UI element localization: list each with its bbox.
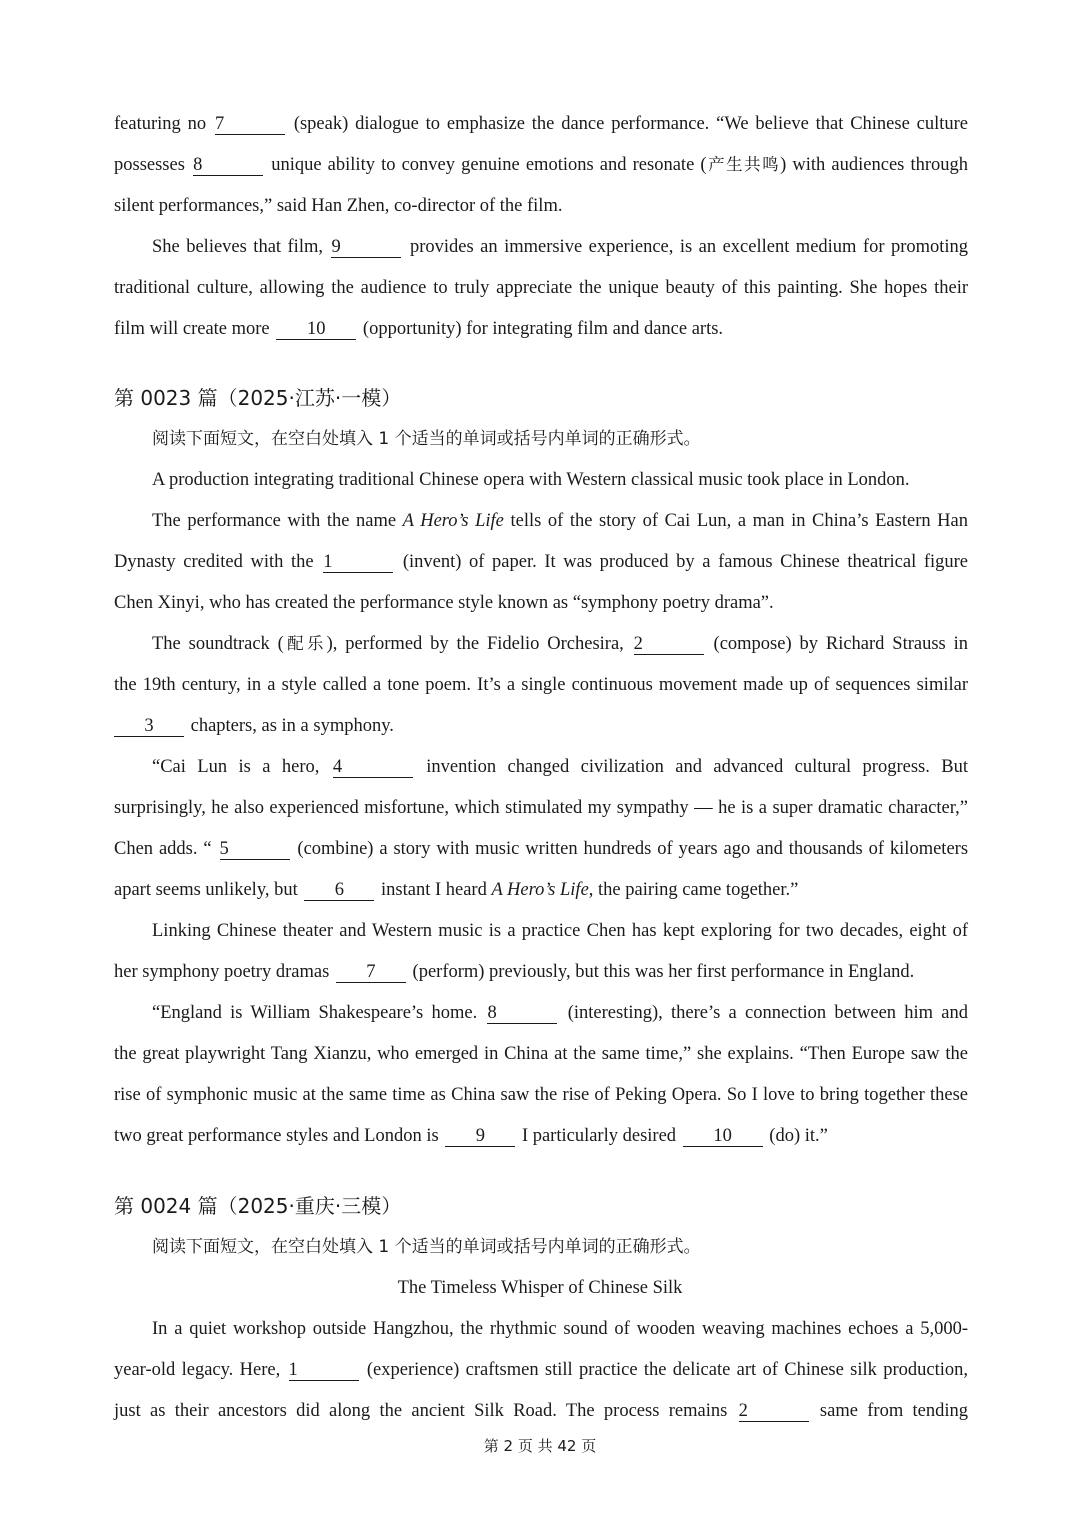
text-line: rise of symphonic music at the same time as China saw the rise of Peking Opera. So I love to bring together these <box>114 1085 968 1105</box>
text-line: the great playwright Tang Xianzu, who emerged in China at the same time,” she explains. “Then Europe saw the <box>114 1044 968 1064</box>
text-segment: invention changed civilization and advanced cultural progress. But <box>426 757 969 777</box>
blank-10[interactable]: 10 <box>683 1126 763 1147</box>
text-segment: “England is William Shakespeare’s home. <box>152 1003 478 1023</box>
blank-7[interactable]: 7 <box>336 962 406 983</box>
instruction-text: 阅读下面短文，在空白处填入 1 个适当的单词或括号内单词的正确形式。 <box>152 1237 701 1257</box>
text-segment: (opportunity) for integrating film and dance arts. <box>362 319 724 339</box>
section-heading: 第 0023 篇（2025·江苏·一模） <box>114 386 402 410</box>
section-heading: 第 0024 篇（2025·重庆·三模） <box>114 1194 402 1218</box>
page-footer: 第 2 页 共 42 页 <box>483 1437 597 1455</box>
blank-4[interactable]: 4 <box>333 757 413 778</box>
blank-7[interactable]: 7 <box>215 114 285 135</box>
text-segment: Dynasty credited with the <box>114 552 314 572</box>
text-line <box>114 960 968 984</box>
text-segment: same from tending <box>819 1401 969 1421</box>
blank-2[interactable]: 2 <box>739 1401 809 1422</box>
text-line: surprisingly, he also experienced misfortune, which stimulated my sympathy — he is a super dramatic character,” <box>114 798 968 818</box>
text-segment: provides an immersive experience, is an excellent medium for promoting <box>409 237 969 257</box>
text-segment: (interesting), there’s a connection between him and <box>567 1003 969 1023</box>
text-segment: (combine) a story with music written hundreds of years ago and thousands of kilometers <box>297 839 969 859</box>
text-line <box>152 755 968 779</box>
text-line <box>114 878 968 902</box>
text-line <box>114 317 968 341</box>
text-segment: (speak) dialogue to emphasize the dance performance. “We believe that Chinese culture <box>293 114 969 134</box>
text-line: A production integrating traditional Chinese opera with Western classical music took place in London. <box>152 470 910 490</box>
text-segment: apart seems unlikely, but <box>114 880 298 900</box>
text-segment: her symphony poetry dramas <box>114 962 330 982</box>
text-segment: just as their ancestors did along the ancient Silk Road. The process remains <box>114 1401 728 1421</box>
instruction-text: 阅读下面短文，在空白处填入 1 个适当的单词或括号内单词的正确形式。 <box>152 429 701 449</box>
text-line <box>114 112 968 136</box>
text-segment: “Cai Lun is a hero, <box>152 757 320 777</box>
blank-3[interactable]: 3 <box>114 716 184 737</box>
text-line: In a quiet workshop outside Hangzhou, the rhythmic sound of wooden weaving machines echoes a 5,000- <box>152 1319 968 1339</box>
text-line <box>114 153 968 177</box>
text-line <box>152 235 968 259</box>
text-line <box>114 550 968 574</box>
blank-8[interactable]: 8 <box>193 155 263 176</box>
blank-9[interactable]: 9 <box>445 1126 515 1147</box>
text-segment: two great performance styles and London is <box>114 1126 439 1146</box>
text-segment: (do) it.” <box>769 1126 828 1146</box>
text-line <box>114 1399 968 1423</box>
blank-6[interactable]: 6 <box>304 880 374 901</box>
blank-2[interactable]: 2 <box>634 634 704 655</box>
blank-10[interactable]: 10 <box>276 319 356 340</box>
text-segment: , the pairing came together.” <box>588 880 799 900</box>
text-segment: Chen adds. “ <box>114 839 212 859</box>
blank-9[interactable]: 9 <box>331 237 401 258</box>
text-segment: film will create more <box>114 319 270 339</box>
text-line: Linking Chinese theater and Western music is a practice Chen has kept exploring for two decades, eight of <box>152 921 968 941</box>
text-line <box>114 1358 968 1382</box>
text-segment: I particularly desired <box>521 1126 677 1146</box>
text-segment: unique ability to convey genuine emotions and resonate (产生共鸣) with audiences through <box>271 155 969 175</box>
blank-5[interactable]: 5 <box>220 839 290 860</box>
text-segment: She believes that film, <box>152 237 323 257</box>
text-line <box>152 509 968 533</box>
blank-1[interactable]: 1 <box>289 1360 359 1381</box>
text-segment: The soundtrack (配乐), performed by the Fidelio Orchesira, <box>152 634 624 654</box>
text-segment: chapters, as in a symphony. <box>190 716 394 736</box>
blank-8[interactable]: 8 <box>487 1003 557 1024</box>
blank-1[interactable]: 1 <box>323 552 393 573</box>
text-segment: year-old legacy. Here, <box>114 1360 281 1380</box>
italic-title: A Hero’s Life <box>491 880 589 900</box>
text-line <box>152 632 968 656</box>
text-segment: possesses <box>114 155 185 175</box>
passage-title: The Timeless Whisper of Chinese Silk <box>397 1278 683 1298</box>
text-line: silent performances,” said Han Zhen, co-director of the film. <box>114 196 563 216</box>
text-segment: instant I heard <box>381 880 487 900</box>
text-line <box>114 1124 968 1148</box>
text-segment: The performance with the name <box>152 511 397 531</box>
text-line <box>114 714 968 738</box>
text-line: Chen Xinyi, who has created the performance style known as “symphony poetry drama”. <box>114 593 774 613</box>
text-line: traditional culture, allowing the audience to truly appreciate the unique beauty of this painting. She hopes their <box>114 278 968 298</box>
text-segment: tells of the story of Cai Lun, a man in China’s Eastern Han <box>510 511 969 531</box>
italic-title: A Hero’s Life <box>402 511 504 531</box>
text-line: the 19th century, in a style called a tone poem. It’s a single continuous movement made up of sequences similar <box>114 675 968 695</box>
text-line <box>114 837 968 861</box>
text-line <box>152 1001 968 1025</box>
text-segment: (invent) of paper. It was produced by a famous Chinese theatrical figure <box>402 552 969 572</box>
text-segment: (compose) by Richard Strauss in <box>713 634 969 654</box>
text-segment: (perform) previously, but this was her first performance in England. <box>412 962 915 982</box>
text-segment: featuring no <box>114 114 207 134</box>
text-segment: (experience) craftsmen still practice the delicate art of Chinese silk production, <box>366 1360 969 1380</box>
